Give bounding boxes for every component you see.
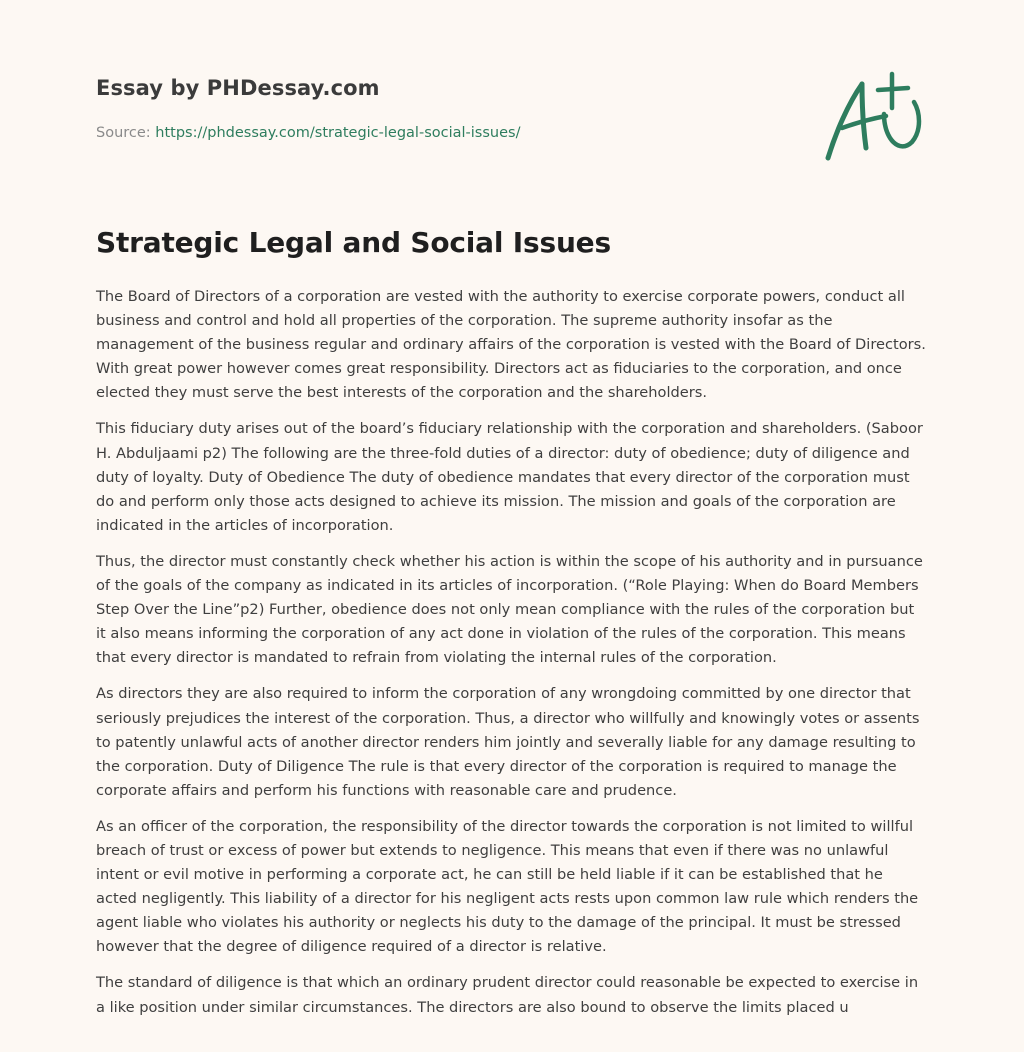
site-brand: Essay by PHDessay.com (96, 76, 380, 100)
paragraph: The standard of diligence is that which an ordinary prudent director could reasonable be expected to exercise in a like position under similar circumstances. The directors are also bound to observe the limits placed u (96, 974, 919, 1016)
source-label: Source: (96, 125, 156, 141)
header (96, 76, 928, 141)
page-title: Strategic Legal and Social Issues (96, 226, 611, 259)
paragraph: Thus, the director must constantly check whether his action is within the scope of his authority and in pursuance of the goals of the company as indicated in its articles of incorporation. (“Role Playing: When do Board Members Step Over the Line”p2) Further, obedience does not only mean compliance with the rules of the corporation but it also means informing the corporation of any act done in violation of the rules of the corporation. This means that every director is mandated to refrain from violating the internal rules of the corporation. (96, 552, 923, 667)
source-line (96, 125, 520, 141)
paragraph: As directors they are also required to inform the corporation of any wrongdoing committed by one director that seriously prejudices the interest of the corporation. Thus, a director who willfully and knowingly votes or assents to patently unlawful acts of another director renders him jointly and severally liable for any damage resulting to the corporation. Duty of Diligence The rule is that every director of the corporation is required to manage the corporate affairs and perform his functions with reasonable care and prudence. (96, 685, 920, 799)
paragraph: The Board of Directors of a corporation are vested with the authority to exercise corporate powers, conduct all business and control and hold all properties of the corporation. The supreme authority insofar as the management of the business regular and ordinary affairs of the corporation is vested with the Board of Directors. With great power however comes great responsibility. Directors act as fiduciaries to the corporation, and once elected they must serve the best interests of the corporation and the shareholders. (96, 288, 926, 402)
a-plus-logo-icon (822, 68, 926, 164)
paragraph: This fiduciary duty arises out of the board’s fiduciary relationship with the corporation and shareholders. (Saboor H. Abduljaami p2) The following are the three-fold duties of a director: duty of obedience; duty of diligence and duty of loyalty. Duty of Obedience The duty of obedience mandates that every director of the corporation must do and perform only those acts designed to achieve its mission. The mission and goals of the corporation are indicated in the articles of incorporation. (96, 420, 923, 534)
article-body (96, 285, 928, 1032)
paragraph: As an officer of the corporation, the responsibility of the director towards the corporation is not limited to willful breach of trust or excess of power but extends to negligence. This means that even if there was no unlawful intent or evil motive in performing a corporate act, he can still be held liable if it can be established that he acted negligently. This liability of a director for his negligent acts rests upon common law rule which renders the agent liable who violates his authority or neglects his duty to the damage of the principal. It must be stressed however that the degree of diligence required of a director is relative. (96, 817, 919, 956)
source-link[interactable]: https://phdessay.com/strategic-legal-social-issues/ (155, 125, 521, 141)
